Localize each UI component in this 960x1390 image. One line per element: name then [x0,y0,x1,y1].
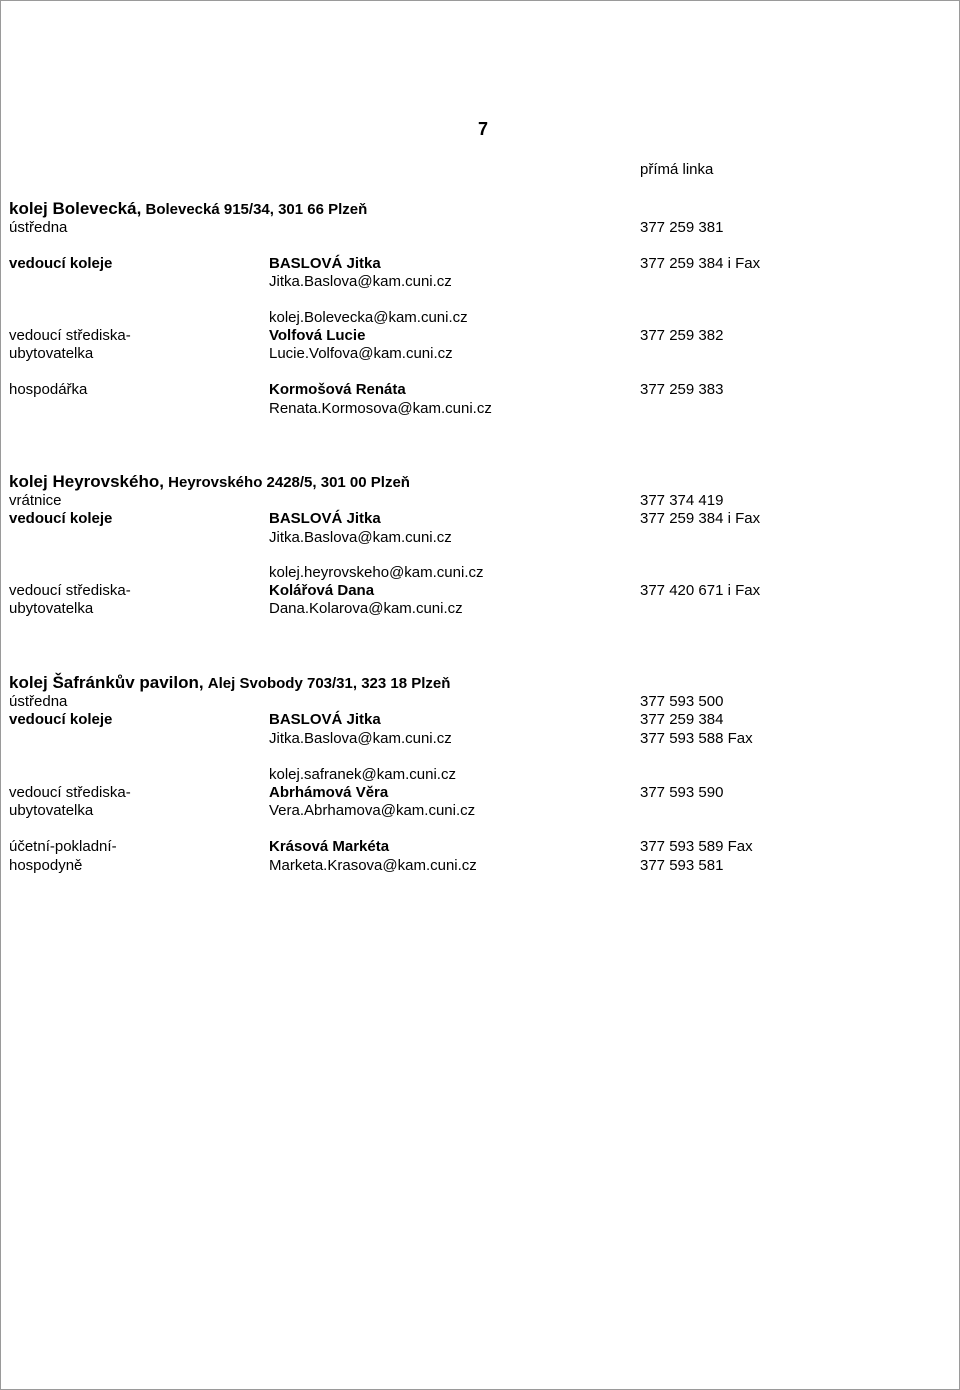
dorm-address: Bolevecká 915/34, 301 66 Plzeň [145,201,368,218]
manager-phone: 377 259 384 i Fax [640,510,761,527]
manager-name: BASLOVÁ Jitka [269,510,381,527]
manager-role: vedoucí koleje [9,711,113,728]
housekeeper-email[interactable]: Renata.Kormosova@kam.cuni.cz [269,400,492,417]
manager-name: BASLOVÁ Jitka [269,711,381,728]
housekeeper-name: Kormošová Renáta [269,381,406,398]
switchboard-phone: 377 259 381 [640,219,724,236]
cashier-role-line1: účetní-pokladní- [9,838,117,855]
switchboard-phone: 377 593 500 [640,693,724,710]
dorm-name: kolej Šafránkův pavilon, [9,673,204,692]
center-role-line2: ubytovatelka [9,345,94,362]
center-role-line2: ubytovatelka [9,802,94,819]
dorm-address: Alej Svobody 703/31, 323 18 Plzeň [207,675,451,692]
cashier-email[interactable]: Marketa.Krasova@kam.cuni.cz [269,857,477,874]
center-role-line1: vedoucí střediska- [9,784,131,801]
dorm-name: kolej Heyrovského, [9,472,164,491]
manager-fax: 377 593 588 Fax [640,730,753,747]
manager-phone: 377 259 384 [640,711,724,728]
center-role-line2: ubytovatelka [9,600,94,617]
center-email[interactable]: Lucie.Volfova@kam.cuni.cz [269,345,453,362]
gate-label: vrátnice [9,492,62,509]
manager-phone: 377 259 384 i Fax [640,255,761,272]
cashier-phone-2: 377 593 581 [640,857,724,874]
manager-email[interactable]: Jitka.Baslova@kam.cuni.cz [269,730,452,747]
dorm-email[interactable]: kolej.Bolevecka@kam.cuni.cz [269,309,468,326]
manager-email[interactable]: Jitka.Baslova@kam.cuni.cz [269,529,452,546]
center-email[interactable]: Dana.Kolarova@kam.cuni.cz [269,600,463,617]
switchboard-label: ústředna [9,219,68,236]
center-name: Volfová Lucie [269,327,366,344]
center-email[interactable]: Vera.Abrhamova@kam.cuni.cz [269,802,476,819]
section-title [9,673,450,693]
section-title [9,472,410,492]
dorm-address: Heyrovského 2428/5, 301 00 Plzeň [168,474,410,491]
dorm-email[interactable]: kolej.heyrovskeho@kam.cuni.cz [269,564,484,581]
cashier-name: Krásová Markéta [269,838,390,855]
housekeeper-phone: 377 259 383 [640,381,724,398]
manager-role: vedoucí koleje [9,255,113,272]
center-phone: 377 593 590 [640,784,724,801]
center-phone: 377 259 382 [640,327,724,344]
housekeeper-role: hospodářka [9,381,88,398]
center-role-line1: vedoucí střediska- [9,327,131,344]
dorm-name: kolej Bolevecká, [9,199,142,218]
switchboard-label: ústředna [9,693,68,710]
manager-name: BASLOVÁ Jitka [269,255,381,272]
cashier-role-line2: hospodyně [9,857,83,874]
manager-email[interactable]: Jitka.Baslova@kam.cuni.cz [269,273,452,290]
manager-role: vedoucí koleje [9,510,113,527]
cashier-phone: 377 593 589 Fax [640,838,753,855]
page-number: 7 [478,119,489,139]
center-name: Abrhámová Věra [269,784,389,801]
center-phone: 377 420 671 i Fax [640,582,761,599]
dorm-email[interactable]: kolej.safranek@kam.cuni.cz [269,766,456,783]
center-role-line1: vedoucí střediska- [9,582,131,599]
gate-phone: 377 374 419 [640,492,724,509]
section-title [9,199,367,219]
direct-line-header: přímá linka [640,161,714,178]
center-name: Kolářová Dana [269,582,375,599]
